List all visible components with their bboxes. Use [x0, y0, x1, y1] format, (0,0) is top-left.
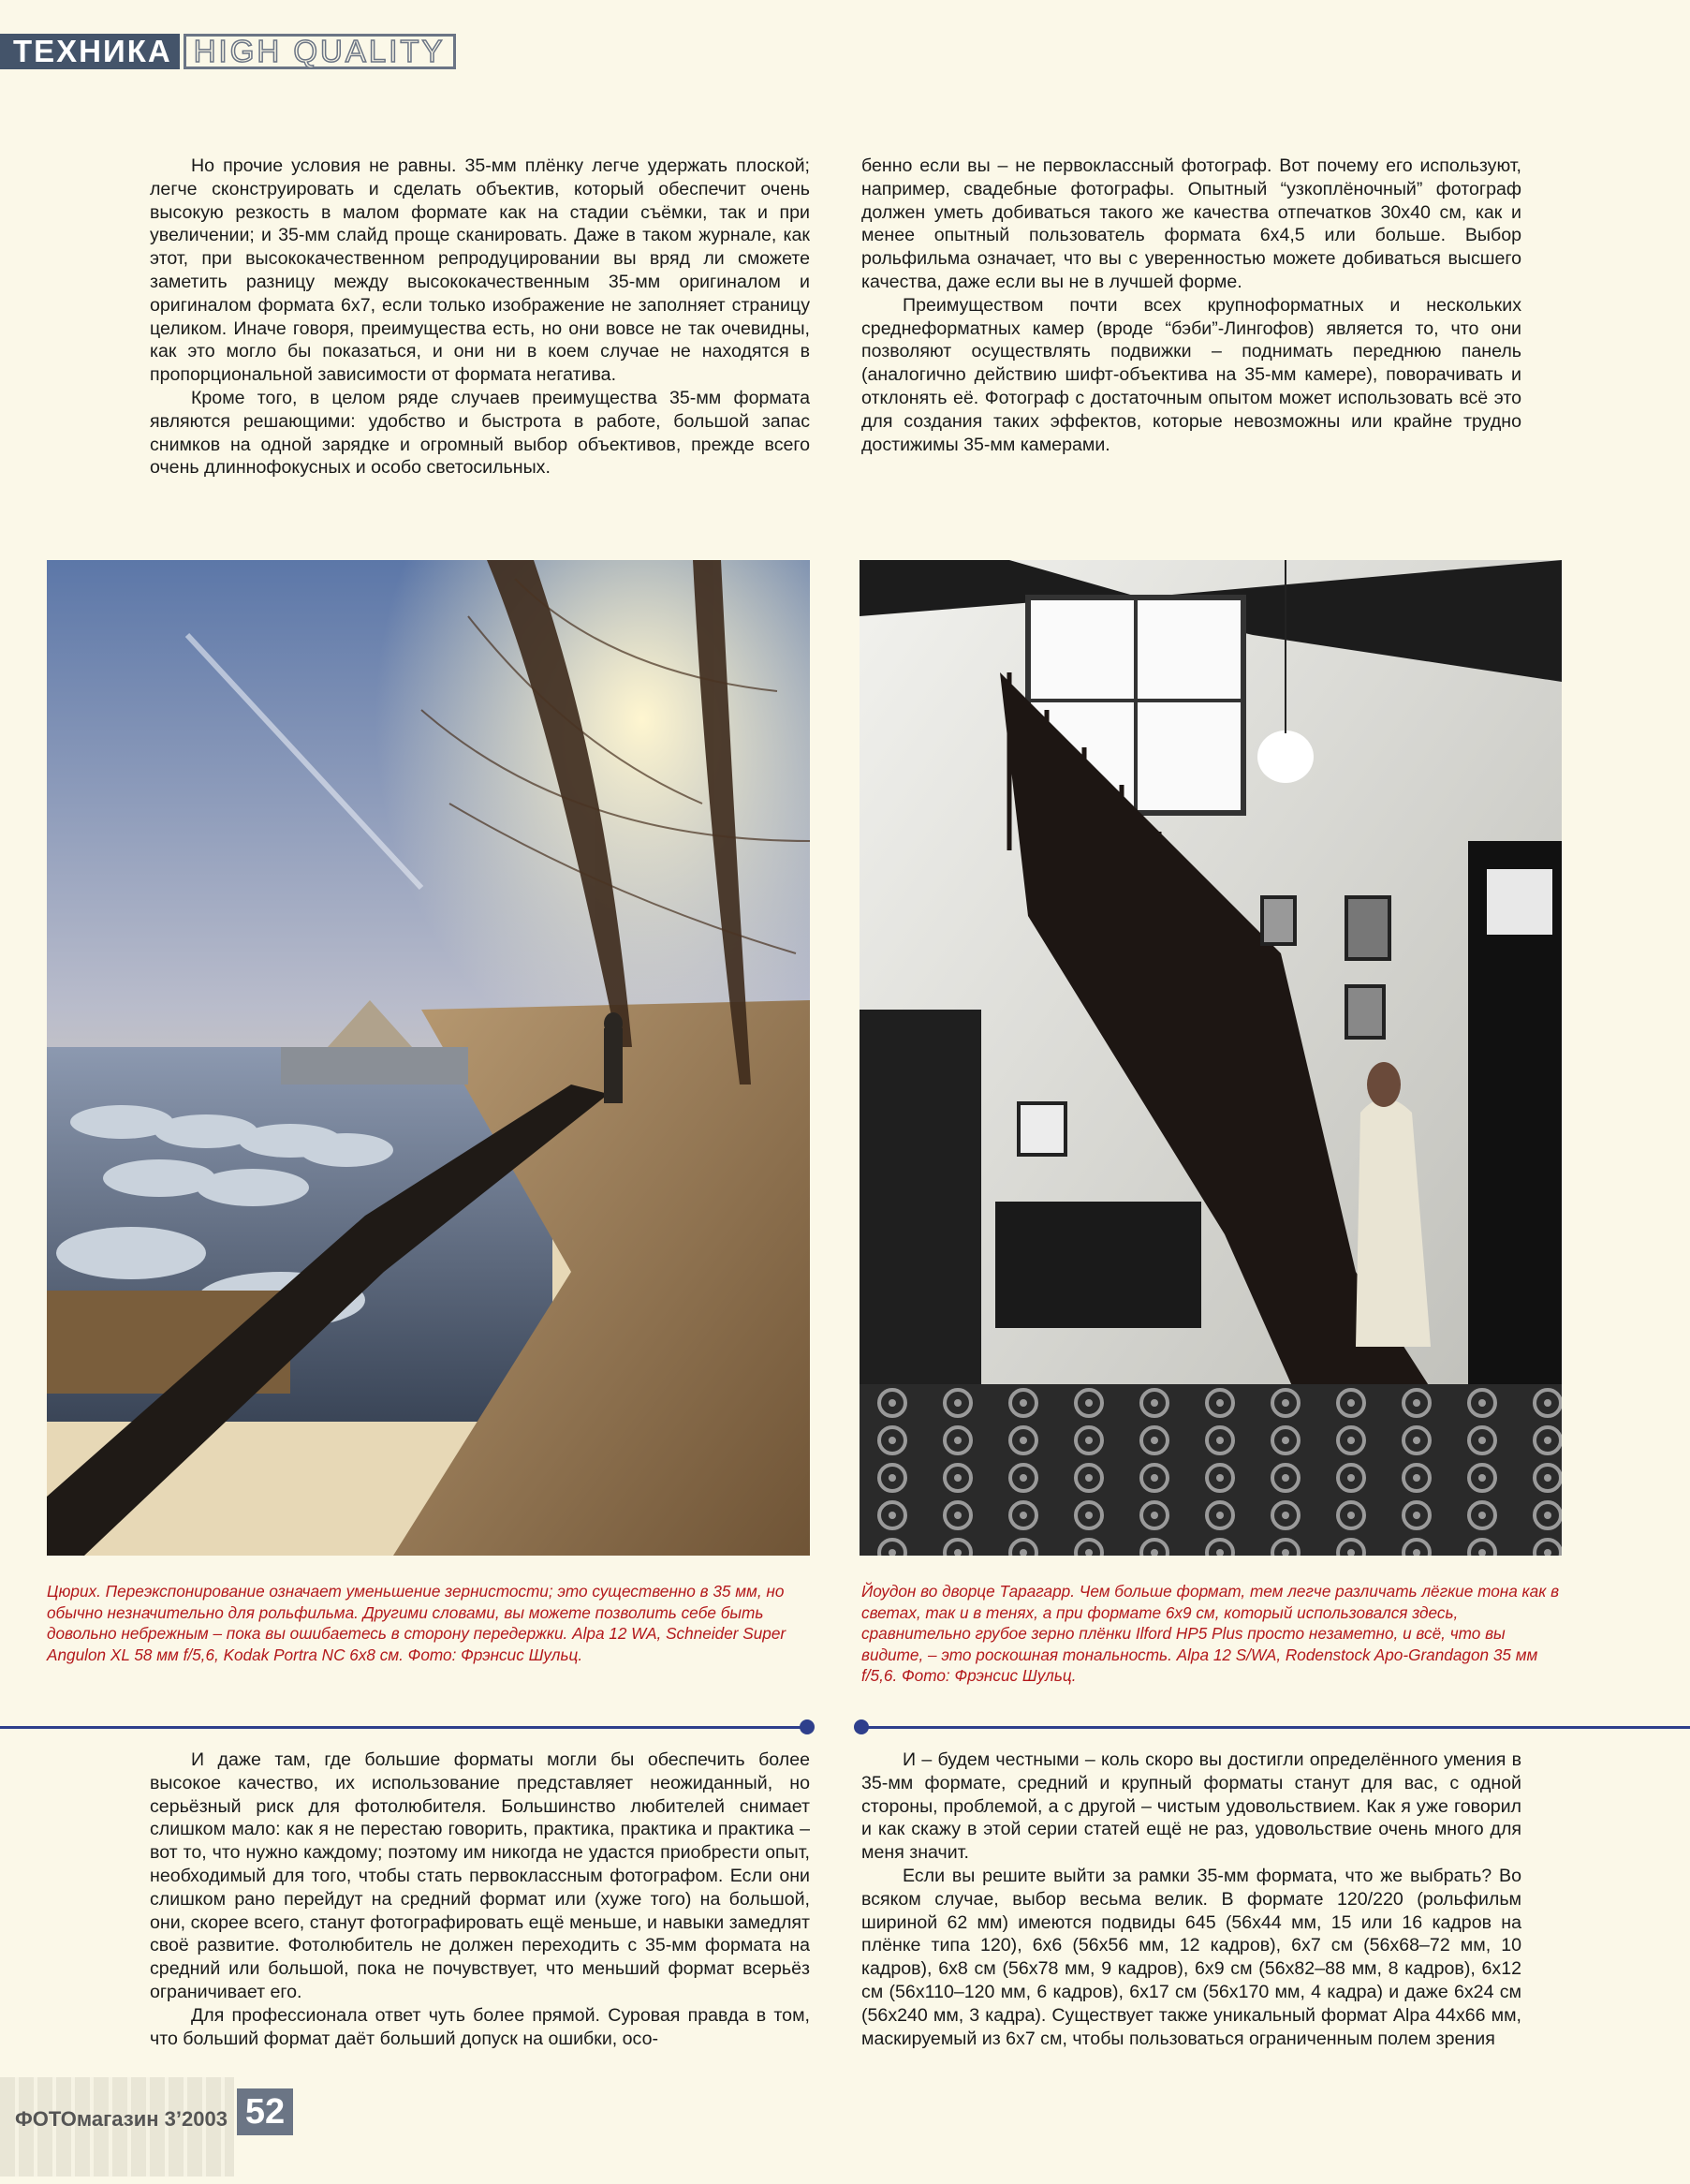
divider-left: [0, 1726, 807, 1729]
page-number: 52: [237, 2088, 293, 2135]
paragraph: И – будем честными – коль скоро вы достигли определённого умения в 35-мм формате, средний и крупный форматы станут для вас, с одной стороны, проблемой, а с другой – чистым удовольствием. Как я уже говорил и как скажу в этой серии статей ещё не раз, удовольствие очень много для меня значит.: [861, 1749, 1521, 1864]
paragraph: Для профессионала ответ чуть более прямой. Суровая правда в том, что больший формат даёт больший допуск на ошибки, осо-: [150, 2004, 810, 2049]
divider-dot-left: [800, 1719, 815, 1734]
paragraph: И даже там, где большие форматы могли бы обеспечить более высокое качество, их использование представляет неожиданный, но серьёзный риск для фотолюбителя. Большинство любителей снимает слишком мало: как я не перестаю говорить, практика, практика и практика – вот то, что нужно каждому; поэтому им никогда не удастся приобрести опыт, необходимый для того, чтобы стать первоклассным фотографом. Если они слишком рано перейдут на средний формат или (хуже того) на большой, они, скорее всего, станут фотографировать ещё меньше, и навыки замедлят своё развитие. Фотолюбитель не должен переходить с 35-мм формата на средний или большой, пока не почувствует, что меньший формат всерьёз ограничивает его.: [150, 1749, 810, 2002]
section-title: ТЕХНИКА: [0, 34, 180, 69]
paragraph: Кроме того, в целом ряде случаев преимущества 35-мм формата являются решающими: удобство и быстрота в работе, большой запас снимков на одной зарядке и огромный выбор объективов, прежде всего очень длиннофокусных и особо светосильных.: [150, 387, 810, 479]
top-left-column: [150, 155, 810, 480]
photo-zurich: [47, 560, 810, 1556]
photo-staircase: [860, 560, 1562, 1556]
paragraph: Преимуществом почти всех крупноформатных и нескольких среднеформатных камер (вроде “бэби”-Лингофов) является то, что они позволяют осуществлять подвижки – поднимать переднюю панель (аналогично действию шифт-объектива на 35-мм камере), поворачивать и отклонять её. Фотограф с достаточным опытом может использовать всё это для создания таких эффектов, которые невозможны или крайне трудно достижимы 35-мм камерами.: [861, 294, 1521, 455]
bottom-left-column: [150, 1749, 810, 2050]
magazine-name: ФОТОмагазин 3’2003: [15, 2107, 228, 2131]
section-header: [0, 34, 456, 69]
paragraph: Если вы решите выйти за рамки 35-мм формата, что же выбрать? Во всяком случае, выбор весьма велик. В формате 120/220 (рольфильм шириной 62 мм) имеются подвиды 645 (56x44 мм, 15 или 16 кадров на плёнке типа 120), 6x6 (56x56 мм, 12 кадров), 6x7 см (56x68–72 мм, 10 кадров), 6x8 см (56x78 мм, 9 кадров), 6x9 см (56x82–88 мм, 8 кадров), 6x12 см (56x110–120 мм, 6 кадров), 6x17 см (56x170 мм, 4 кадра) и даже 6x24 см (56x240 мм, 3 кадра). Существует также уникальный формат Alpa 44x66 мм, маскируемый из 6x7 см, чтобы пользоваться ограниченным полем зрения: [861, 1865, 1521, 2049]
caption-left: Цюрих. Переэкспонирование означает уменьшение зернистости; это существенно в 35 мм, но обычно незначительно для рольфильма. Другими словами, вы можете позволить себе быть довольно небрежным – пока вы ошибаетесь в сторону передержки. Alpa 12 WA, Schneider Super Angulon XL 58 мм f/5,6, Kodak Portra NC 6x8 см. Фото: Фрэнсис Шульц.: [47, 1582, 786, 1664]
paragraph: бенно если вы – не первоклассный фотограф. Вот почему его используют, например, свадебные фотографы. Опытный “узкоплёночный” фотограф должен уметь добиваться такого же качества отпечатков 30x40 см, как и менее опытный пользователь формата 6x4,5 или больше. Выбор рольфильма означает, что вы с уверенностью можете добиваться высшего качества, даже если вы не в лучшей форме.: [861, 155, 1521, 292]
paragraph: Но прочие условия не равны. 35-мм плёнку легче удержать плоской; легче сконструировать и сделать объектив, который обеспечит очень высокую резкость в малом формате как на стадии съёмки, так и при увеличении; и 35-мм слайд проще сканировать. Даже в таком журнале, как этот, при высококачественном репродуцировании вы вряд ли сможете заметить разницу между высококачественным 35-мм оригиналом и оригиналом формата 6x7, если только изображение не заполняет страницу целиком. Иначе говоря, преимущества есть, но они вовсе не так очевидны, как это могло бы показаться, и они ни в коем случае не находятся в пропорциональной зависимости от формата негатива.: [150, 155, 810, 386]
divider-right: [861, 1726, 1690, 1729]
bottom-right-column: [861, 1749, 1521, 2050]
caption-right: Йоудон во дворце Тарагарр. Чем больше формат, тем легче различать лёгкие тона как в светах, так и в тенях, а при формате 6x9 см, который использовался здесь, сравнительно грубое зерно плёнки Ilford HP5 Plus просто незаметно, и всё, что вы видите, – это роскошная тональность. Alpa 12 S/WA, Rodenstock Apo-Grandagon 35 мм f/5,6. Фото: Фрэнсис Шульц.: [861, 1582, 1560, 1686]
section-subtitle: HIGH QUALITY: [184, 34, 456, 69]
top-right-column: [861, 155, 1521, 456]
